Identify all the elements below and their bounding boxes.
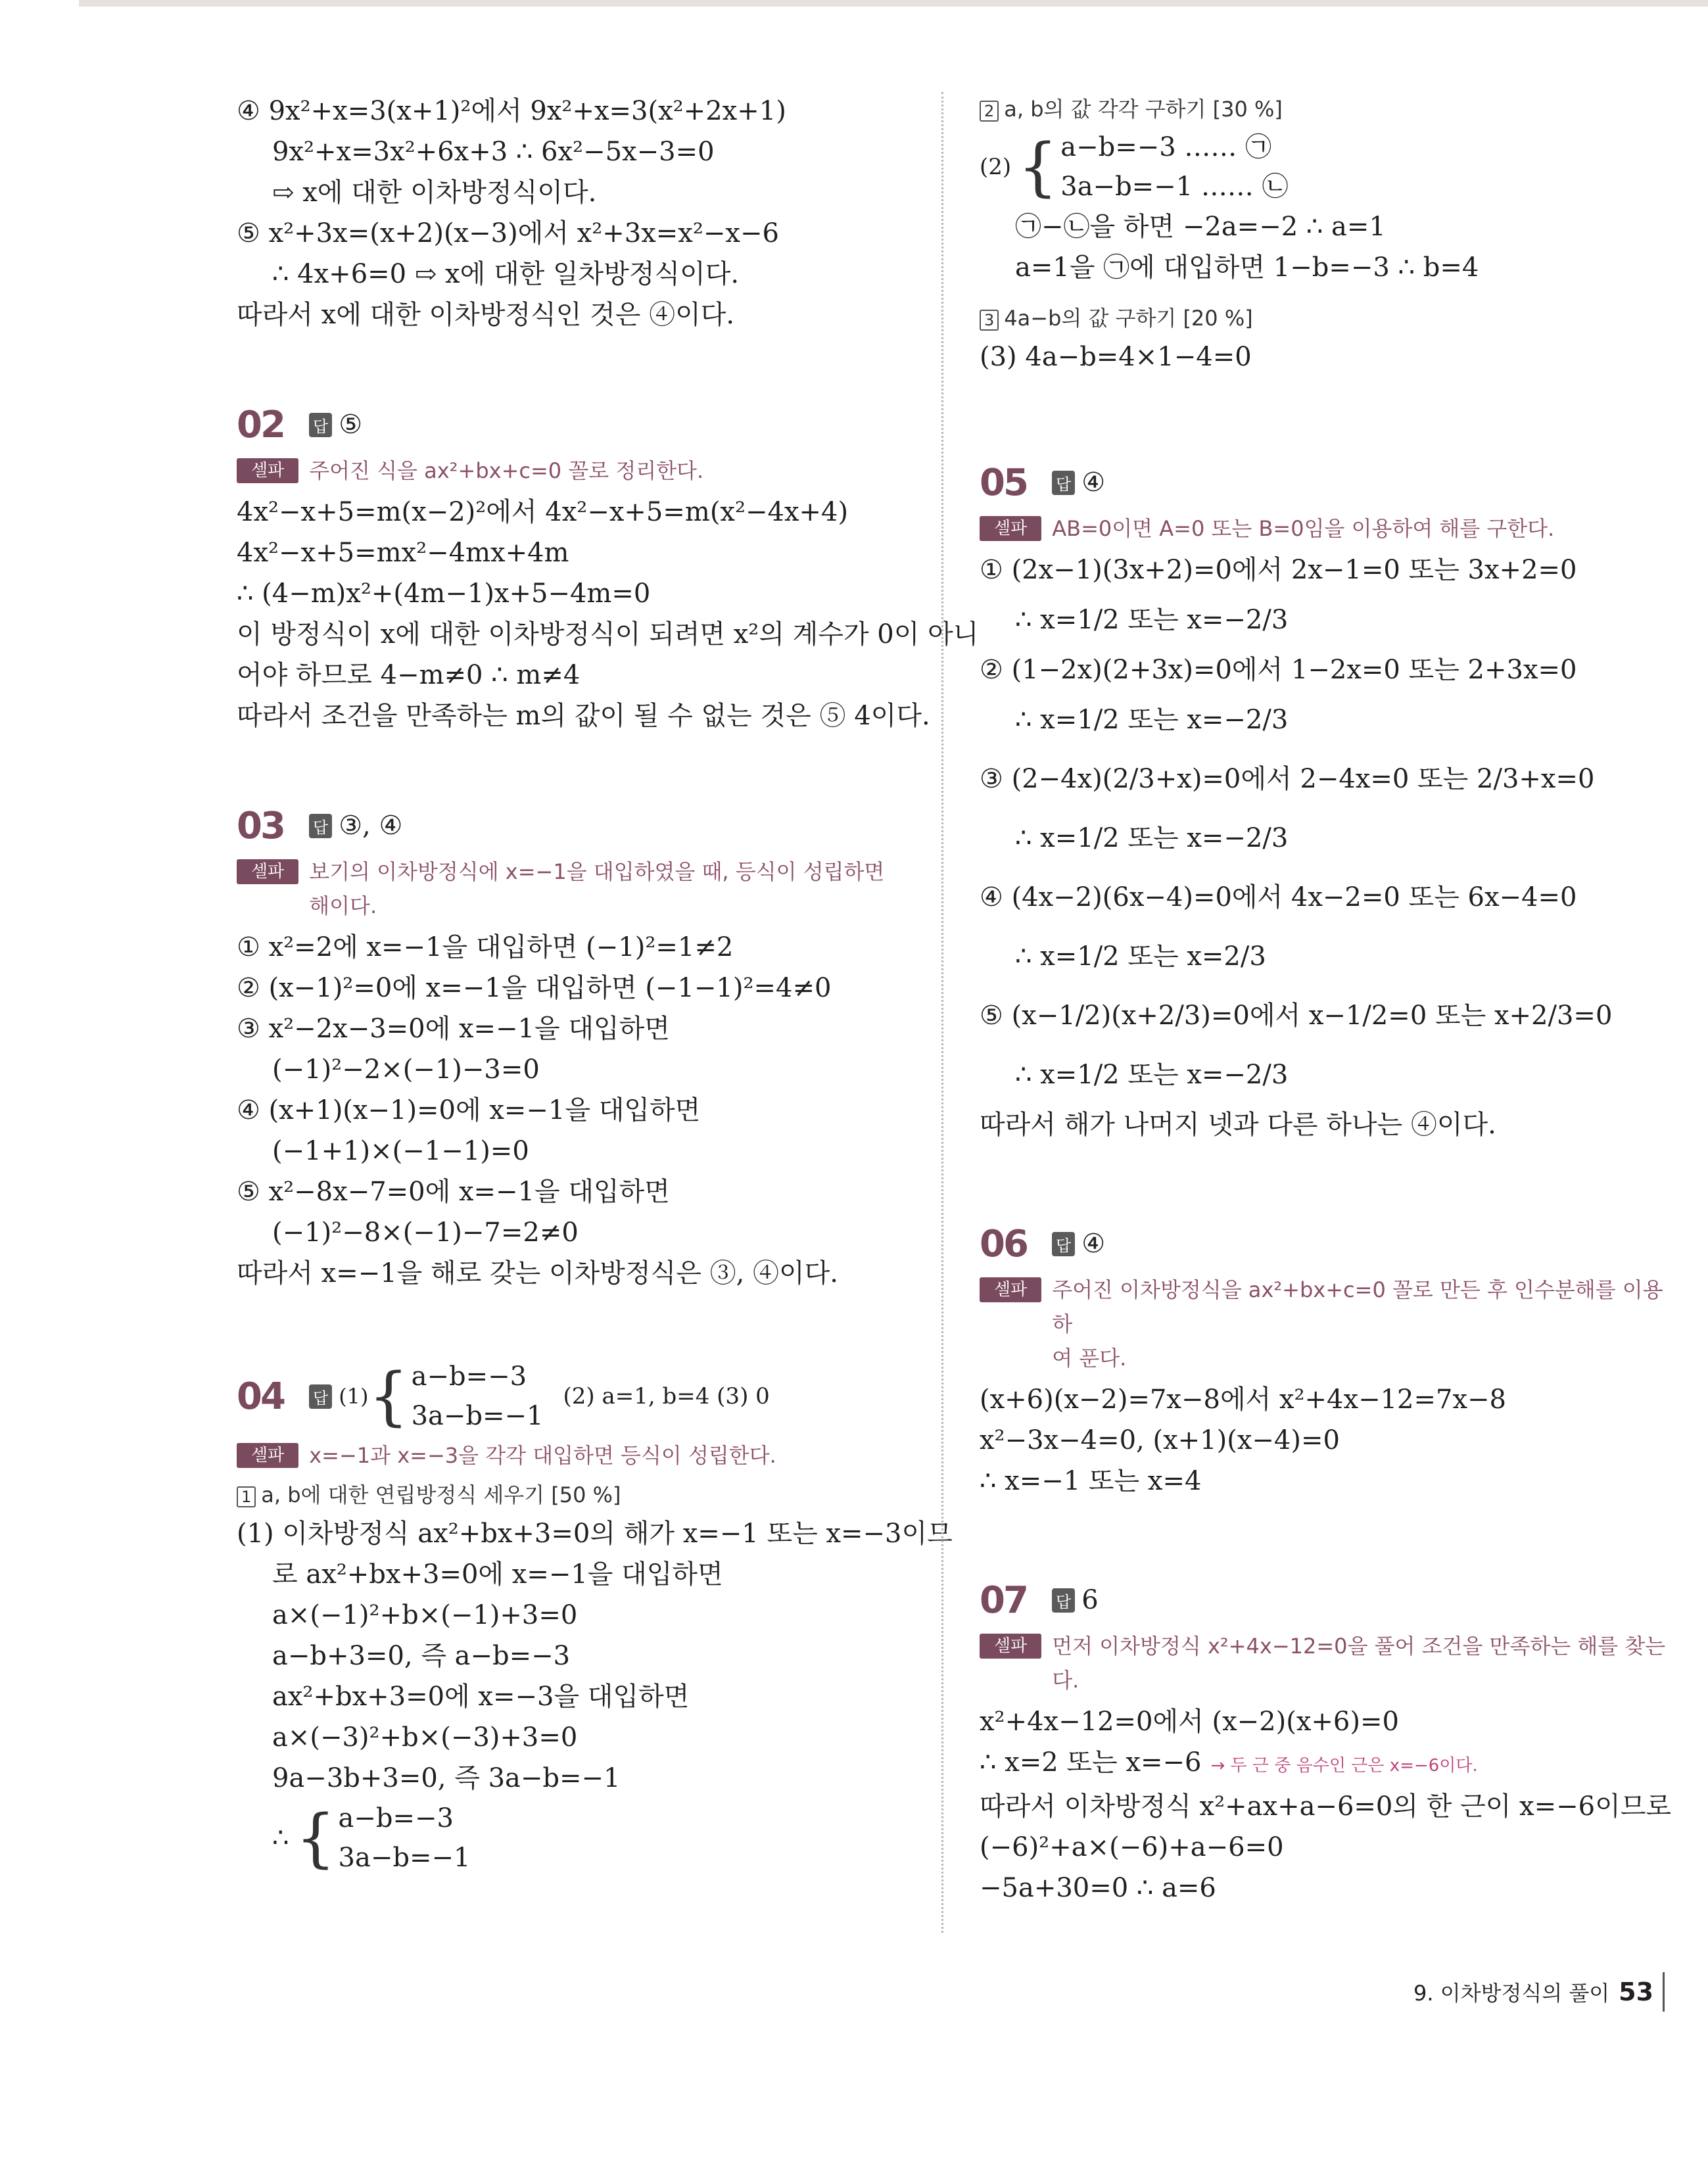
tip-label: 셀파 <box>980 516 1041 541</box>
solution-line: ⇨ x에 대한 이차방정식이다. <box>272 177 597 208</box>
step-number: 2 <box>980 101 999 122</box>
solution-line: ⑤ x²+3x=(x+2)(x−3)에서 x²+3x=x²−x−6 <box>237 218 779 248</box>
tip-text: 주어진 이차방정식을 ax²+bx+c=0 꼴로 만든 후 인수분해를 이용하 <box>1052 1277 1663 1336</box>
answer-label: 답 <box>309 1384 332 1409</box>
tip-text: AB=0이면 A=0 또는 B=0임을 이용하여 해를 구한다. <box>1052 516 1555 541</box>
step-text: a, b의 값 각각 구하기 [30 %] <box>1004 97 1283 122</box>
solution-line: ∴ x=1/2 또는 x=−2/3 <box>1015 605 1289 635</box>
solution-line: 로 ax²+bx+3=0에 x=−1을 대입하면 <box>272 1559 723 1590</box>
solution-line: a×(−1)²+b×(−1)+3=0 <box>272 1600 578 1630</box>
tip-label: 셀파 <box>237 859 298 884</box>
brace-icon: { <box>295 1801 336 1875</box>
equation: 3a−b=−1 <box>411 1401 544 1431</box>
step-text: 4a−b의 값 구하기 [20 %] <box>1004 306 1253 331</box>
solution-line: 4x²−x+5=mx²−4mx+4m <box>237 538 569 568</box>
tip-text: 여 푼다. <box>1052 1346 1127 1371</box>
problem-number: 06 <box>980 1222 1027 1265</box>
solution-line: 9a−3b+3=0, 즉 3a−b=−1 <box>272 1763 621 1793</box>
solution-line: (−1+1)×(−1−1)=0 <box>272 1136 529 1166</box>
problem-04-continued <box>980 91 1670 377</box>
solution-line <box>980 1742 1670 1786</box>
problem-header <box>980 1217 1670 1270</box>
solution-line: ∴ x=1/2 또는 x=−2/3 <box>1015 705 1289 735</box>
brace-icon: { <box>1018 130 1058 204</box>
problem-header <box>980 1574 1670 1626</box>
tip-label: 셀파 <box>237 1443 298 1468</box>
solution-line: ∴ x=1/2 또는 x=2/3 <box>1015 941 1266 972</box>
answer-value: ⑤ <box>339 410 363 440</box>
solution-line: a=1을 ㉠에 대입하면 1−b=−3 ∴ b=4 <box>1015 252 1479 283</box>
top-border <box>79 0 1708 7</box>
problem-number: 03 <box>237 804 284 847</box>
problem-03 <box>237 799 901 1294</box>
tip-label: 셀파 <box>980 1277 1041 1302</box>
solution-line: ② (x−1)²=0에 x=−1을 대입하면 (−1−1)²=4≠0 <box>237 973 832 1003</box>
problem-header <box>237 398 901 451</box>
solution-line: 9x²+x=3x²+6x+3 ∴ 6x²−5x−3=0 <box>272 137 715 167</box>
solution-line: ② (1−2x)(2+3x)=0에서 1−2x=0 또는 2+3x=0 <box>980 655 1577 685</box>
step2-system <box>980 128 1670 206</box>
answer-label: 답 <box>1052 1232 1075 1256</box>
solution-line: 따라서 x=−1을 해로 갖는 이차방정식은 ③, ④이다. <box>237 1258 838 1288</box>
answer-rest: (2) a=1, b=4 (3) 0 <box>563 1383 770 1409</box>
answer-label: 답 <box>309 814 332 838</box>
left-column <box>237 91 979 1878</box>
tip <box>237 454 901 488</box>
solution-line: 따라서 이차방정식 x²+ax+a−6=0의 한 근이 x=−6이므로 <box>980 1791 1672 1822</box>
problem-header <box>980 456 1670 509</box>
problem-number: 05 <box>980 461 1027 504</box>
problem-04 <box>237 1357 953 1878</box>
solution-line: ∴ x=1/2 또는 x=−2/3 <box>1015 823 1289 853</box>
chapter-title: 9. 이차방정식의 풀이 <box>1413 1981 1610 2006</box>
step-number: 1 <box>237 1486 256 1507</box>
solution-line: a×(−3)²+b×(−3)+3=0 <box>272 1722 578 1753</box>
solution-line: ① x²=2에 x=−1을 대입하면 (−1)²=1≠2 <box>237 932 734 962</box>
answer-value: ④ <box>1081 1229 1106 1259</box>
tip-text: 보기의 이차방정식에 x=−1을 대입하였을 때, 등식이 성립하면 해이다. <box>309 859 885 918</box>
solution-line: (1) 이차방정식 ax²+bx+3=0의 해가 x=−1 또는 x=−3이므 <box>237 1519 953 1549</box>
tip-text: x=−1과 x=−3을 각각 대입하면 등식이 성립한다. <box>309 1443 776 1468</box>
tip-text: 주어진 식을 ax²+bx+c=0 꼴로 정리한다. <box>309 458 704 483</box>
solution-line: a−b+3=0, 즉 a−b=−3 <box>272 1641 571 1671</box>
brace-icon: { <box>368 1359 409 1433</box>
part-label: (2) <box>980 154 1012 180</box>
solution-line: 어야 하므로 4−m≠0 ∴ m≠4 <box>237 660 581 690</box>
answer-value: ③, ④ <box>339 811 403 841</box>
column-divider <box>941 92 943 1933</box>
side-note: → 두 근 중 음수인 근은 x=−6이다. <box>1210 1756 1478 1776</box>
solution-line: x²+4x−12=0에서 (x−2)(x+6)=0 <box>980 1707 1399 1737</box>
solution-line: ④ 9x²+x=3(x+1)²에서 9x²+x=3(x²+2x+1) <box>237 96 786 126</box>
answer-label: 답 <box>309 413 332 437</box>
solution-line: ∴ x=1/2 또는 x=−2/3 <box>1015 1060 1289 1090</box>
solution-line: ④ (4x−2)(6x−4)=0에서 4x−2=0 또는 6x−4=0 <box>980 882 1577 912</box>
solution-line: ∴ (4−m)x²+(4m−1)x+5−4m=0 <box>237 579 651 609</box>
problem-number: 04 <box>237 1375 284 1418</box>
equation: a−b=−3 <box>338 1803 454 1833</box>
footer-bar <box>1663 1972 1665 2012</box>
right-column <box>980 91 1670 1908</box>
equation: 3a−b=−1 …… ㉡ <box>1060 172 1289 202</box>
step-heading <box>980 91 1670 128</box>
problem-header <box>237 1357 901 1436</box>
solution-line: ax²+bx+3=0에 x=−3을 대입하면 <box>272 1682 690 1712</box>
solution-line: (−1)²−2×(−1)−3=0 <box>272 1054 540 1085</box>
page-number: 53 <box>1619 1977 1654 2006</box>
solution-text: ∴ x=2 또는 x=−6 <box>980 1747 1202 1778</box>
tip-text: 먼저 이차방정식 x²+4x−12=0을 풀어 조건을 만족하는 해를 찾는다. <box>1052 1634 1666 1693</box>
answer-part-1: (1) <box>339 1384 369 1409</box>
tip <box>980 511 1670 546</box>
solution-line: (x+6)(x−2)=7x−8에서 x²+4x−12=7x−8 <box>980 1384 1506 1415</box>
solution-line: ㉠−㉡을 하면 −2a=−2 ∴ a=1 <box>1015 212 1386 242</box>
problem-number: 02 <box>237 403 284 446</box>
equation: a−b=−3 <box>411 1361 527 1392</box>
problem-number: 07 <box>980 1578 1027 1622</box>
solution-line: (3) 4a−b=4×1−4=0 <box>980 342 1252 372</box>
solution-line: ⑤ x²−8x−7=0에 x=−1을 대입하면 <box>237 1177 670 1207</box>
tip-label: 셀파 <box>237 458 298 483</box>
problem-06 <box>980 1217 1670 1501</box>
solution-line: 이 방정식이 x에 대한 이차방정식이 되려면 x²의 계수가 0이 아니 <box>237 619 979 650</box>
solution-line: ∴ x=−1 또는 x=4 <box>980 1466 1202 1496</box>
solution-line: ④ (x+1)(x−1)=0에 x=−1을 대입하면 <box>237 1095 701 1125</box>
solution-line: 따라서 x에 대한 이차방정식인 것은 ④이다. <box>237 300 735 330</box>
equation: a−b=−3 …… ㉠ <box>1060 132 1272 162</box>
problem-05 <box>980 456 1670 1145</box>
therefore-symbol: ∴ <box>272 1823 289 1853</box>
page-footer <box>1413 1972 1665 2012</box>
solution-line: x²−3x−4=0, (x+1)(x−4)=0 <box>980 1425 1340 1455</box>
tip <box>980 1273 1670 1375</box>
step-number: 3 <box>980 310 999 331</box>
solution-line: −5a+30=0 ∴ a=6 <box>980 1873 1216 1903</box>
solution-line: ① (2x−1)(3x+2)=0에서 2x−1=0 또는 3x+2=0 <box>980 555 1577 585</box>
answer-value: 6 <box>1081 1585 1099 1615</box>
tip-label: 셀파 <box>980 1634 1041 1659</box>
tip <box>980 1629 1670 1697</box>
solution-line: ∴ 4x+6=0 ⇨ x에 대한 일차방정식이다. <box>272 259 740 289</box>
equation: 3a−b=−1 <box>338 1843 471 1873</box>
solution-line: 따라서 조건을 만족하는 m의 값이 될 수 없는 것은 ⑤ 4이다. <box>237 701 930 731</box>
tip <box>237 1438 901 1473</box>
solution-line: (−6)²+a×(−6)+a−6=0 <box>980 1832 1284 1862</box>
problem-header <box>237 799 901 852</box>
solution-line: ③ (2−4x)(2/3+x)=0에서 2−4x=0 또는 2/3+x=0 <box>980 764 1595 794</box>
system-result <box>237 1799 901 1878</box>
solution-line: ⑤ (x−1/2)(x+2/3)=0에서 x−1/2=0 또는 x+2/3=0 <box>980 1001 1613 1031</box>
problem-02 <box>237 398 979 736</box>
answer-system <box>369 1357 544 1436</box>
tip <box>237 855 901 923</box>
solution-line: (−1)²−8×(−1)−7=2≠0 <box>272 1217 579 1248</box>
answer-label: 답 <box>1052 471 1075 495</box>
step-text: a, b에 대한 연립방정식 세우기 [50 %] <box>261 1482 621 1507</box>
solution-line: ③ x²−2x−3=0에 x=−1을 대입하면 <box>237 1014 670 1044</box>
solution-line: 따라서 해가 나머지 넷과 다른 하나는 ④이다. <box>980 1110 1496 1140</box>
problem-01-continued <box>237 91 901 335</box>
solution-line: 4x²−x+5=m(x−2)²에서 4x²−x+5=m(x²−4x+4) <box>237 497 849 527</box>
step-heading <box>980 300 1670 337</box>
problem-07 <box>980 1574 1670 1908</box>
step-heading <box>237 1477 901 1513</box>
answer-value: ④ <box>1081 467 1106 498</box>
answer-label: 답 <box>1052 1588 1075 1613</box>
